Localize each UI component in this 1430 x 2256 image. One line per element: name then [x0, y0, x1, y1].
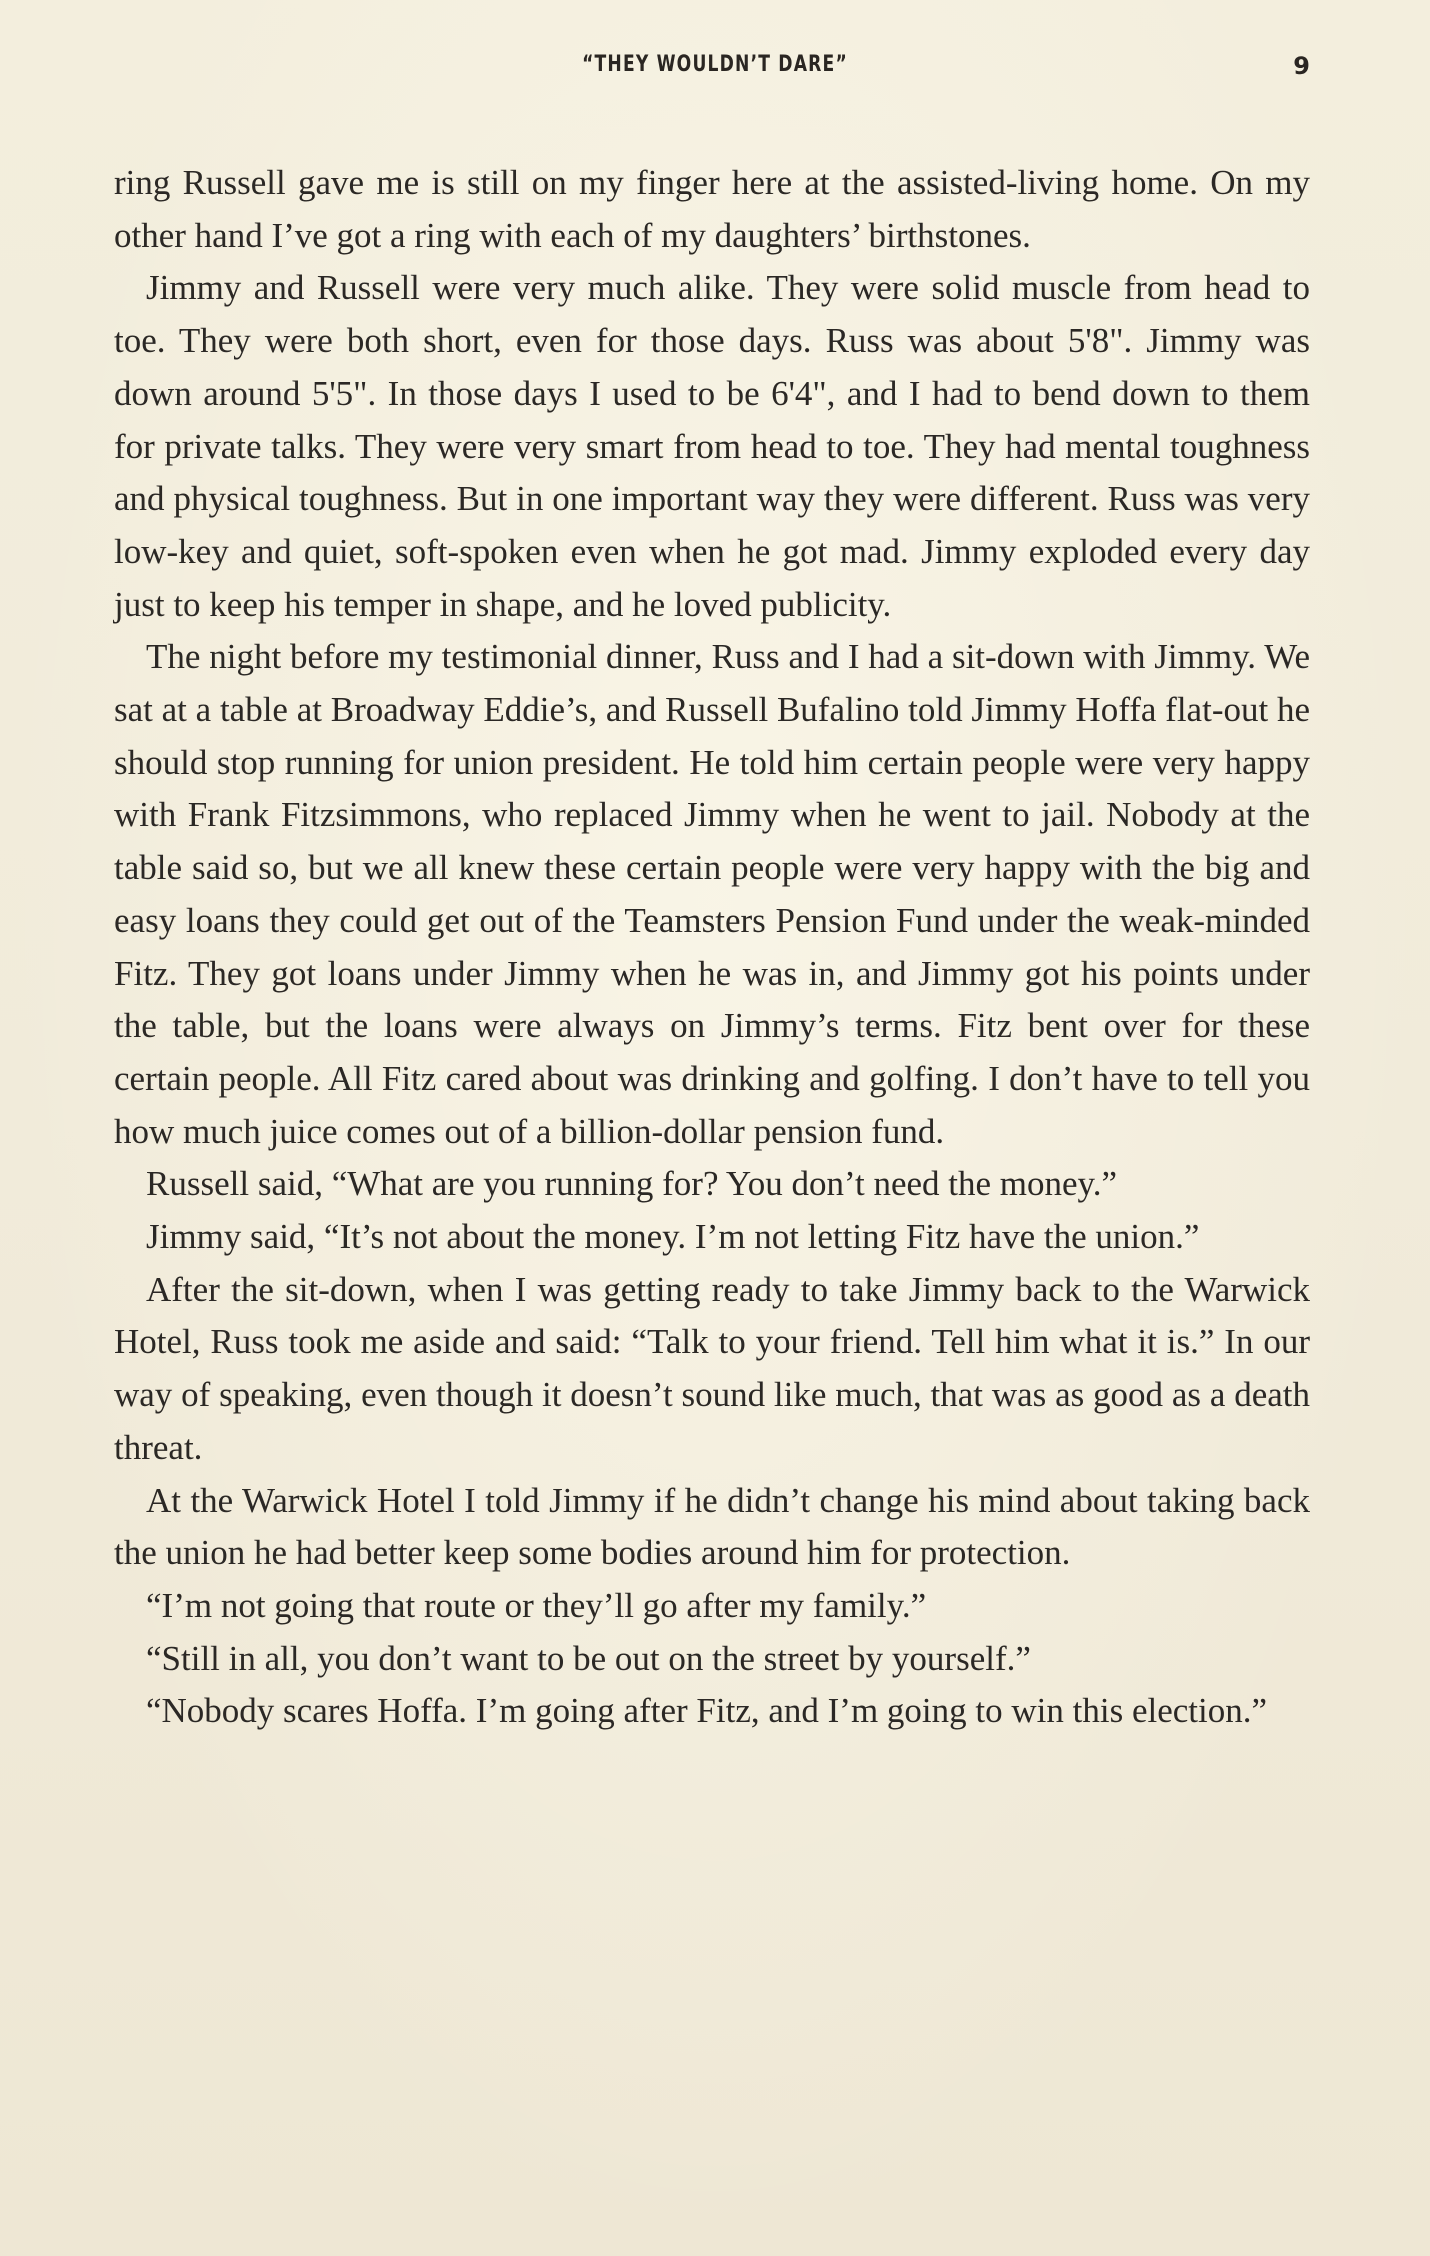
paragraph: ring Russell gave me is still on my finger here at the assisted-living home. On my other hand I’ve got a ring with each of my daughters’ birthstones.: [114, 163, 1310, 255]
paragraph: Russell said, “What are you running for? You don’t need the money.”: [146, 1164, 1118, 1204]
paragraph: At the Warwick Hotel I told Jimmy if he didn’t change his mind about taking back the union he had better keep some bodies around him for protection.: [114, 1480, 1310, 1573]
page-number: 9: [1293, 52, 1310, 80]
paragraph: “Nobody scares Hoffa. I’m going after Fitz, and I’m going to win this election.”: [146, 1691, 1268, 1731]
paragraph: Jimmy said, “It’s not about the money. I’m not letting Fitz have the union.”: [146, 1217, 1200, 1257]
paragraph: “I’m not going that route or they’ll go after my family.”: [146, 1585, 927, 1625]
chapter-running-title: “THEY WOULDN’T DARE”: [582, 52, 848, 77]
paragraph: The night before my testimonial dinner, Russ and I had a sit-down with Jimmy. We sat at a table at Broadway Eddie’s, and Russell Bufalino told Jimmy Hoffa flat-out he should stop running for union president. He told him certain people were very happy with Frank Fitzsimmons, who replaced Jimmy when he went to jail. Nobody at the table said so, but we all knew these certain people were very happy with the big and easy loans they could get out of the Teamsters Pension Fund under the weak-minded Fitz. They got loans under Jimmy when he was in, and Jimmy got his points under the table, but the loans were always on Jimmy’s terms. Fitz bent over for these certain people. All Fitz cared about was drinking and golfing. I don’t have to tell you how much juice comes out of a billion-dollar pension fund.: [114, 637, 1310, 1151]
paragraph: After the sit-down, when I was getting ready to take Jimmy back to the Warwick Hotel, Russ took me aside and said: “Talk to your friend. Tell him what it is.” In our way of speaking, even though it doesn’t sound like much, that was as good as a death threat.: [114, 1269, 1310, 1467]
running-head: [0, 52, 1430, 92]
paragraph: “Still in all, you don’t want to be out on the street by yourself.”: [146, 1638, 1031, 1678]
paragraph: Jimmy and Russell were very much alike. They were solid muscle from head to toe. They were both short, even for those days. Russ was about 5'8". Jimmy was down around 5'5". In those days I used to be 6'4", and I had to bend down to them for private talks. They were very smart from head to toe. They had mental toughness and physical toughness. But in one important way they were different. Russ was very low-key and quiet, soft-spoken even when he got mad. Jimmy exploded every day just to keep his temper in shape, and he loved publicity.: [114, 268, 1310, 624]
body-text: [114, 157, 1310, 1738]
